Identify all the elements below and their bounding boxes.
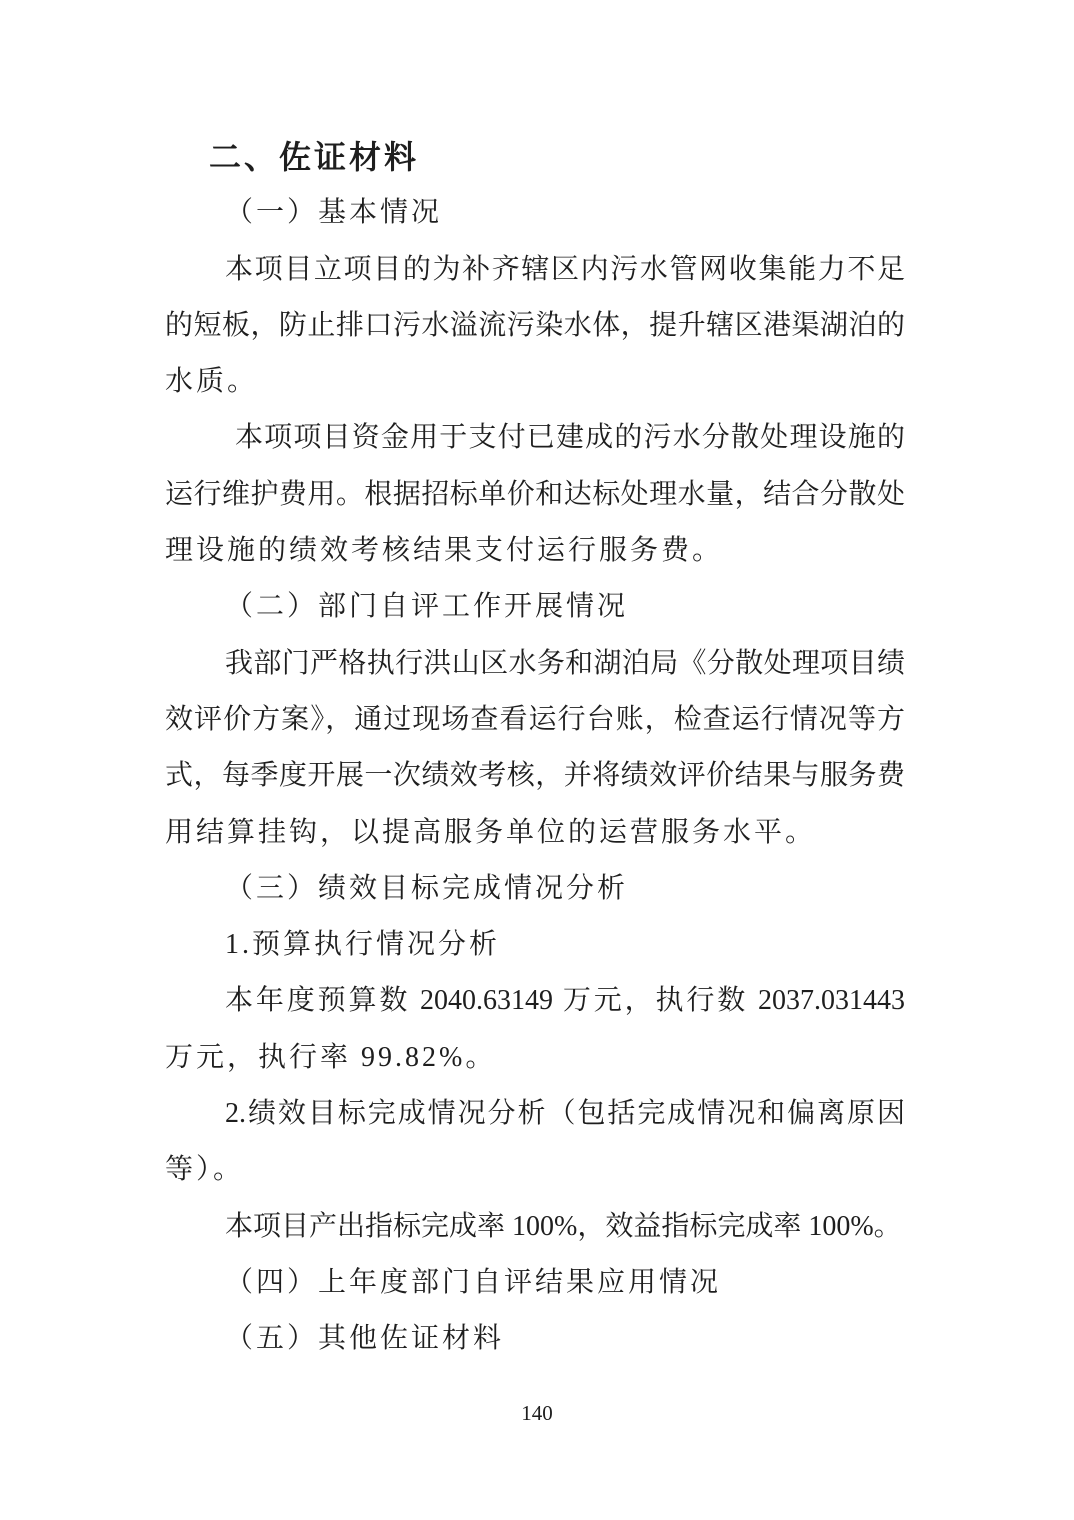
subsection-heading-5: （五）其他佐证材料	[225, 1323, 505, 1355]
body-line: 本项目立项目的为补齐辖区内污水管网收集能力不足	[225, 253, 905, 285]
body-line: 运行维护费用。根据招标单价和达标处理水量，结合分散处	[165, 478, 905, 510]
body-line: 效评价方案》，通过现场查看运行台账，检查运行情况等方	[165, 703, 905, 735]
section-heading: 二、佐证材料	[209, 139, 420, 175]
subsection-heading-2: （二）部门自评工作开展情况	[225, 591, 629, 623]
body-line: 理设施的绩效考核结果支付运行服务费。	[165, 535, 724, 567]
body-line: 本年度预算数 2040.63149 万元，执行数 2037.031443	[225, 985, 905, 1017]
numbered-item-1: 1.预算执行情况分析	[225, 929, 501, 961]
subsection-heading-3: （三）绩效目标完成情况分析	[225, 872, 629, 904]
body-line: 万元，执行率 99.82%。	[165, 1041, 497, 1073]
subsection-heading-1: （一）基本情况	[225, 197, 443, 229]
body-line: 本项目产出指标完成率 100%，效益指标完成率 100%。	[225, 1210, 902, 1242]
document-body	[165, 129, 905, 1368]
subsection-heading-4: （四）上年度部门自评结果应用情况	[225, 1266, 722, 1298]
body-line: 的短板，防止排口污水溢流污染水体，提升辖区港渠湖泊的	[165, 309, 905, 341]
body-line: 水质。	[165, 366, 259, 398]
body-line: 本项项目资金用于支付已建成的污水分散处理设施的	[235, 422, 905, 454]
body-line: 我部门严格执行洪山区水务和湖泊局《分散处理项目绩	[225, 647, 905, 679]
body-line: 等）。	[165, 1154, 245, 1186]
body-line: 式，每季度开展一次绩效考核，并将绩效评价结果与服务费	[165, 760, 905, 792]
body-line: 用结算挂钩，以提高服务单位的运营服务水平。	[165, 816, 817, 848]
numbered-item-2: 2.绩效目标完成情况分析（包括完成情况和偏离原因	[225, 1098, 905, 1130]
page-number: 140	[521, 1401, 553, 1425]
